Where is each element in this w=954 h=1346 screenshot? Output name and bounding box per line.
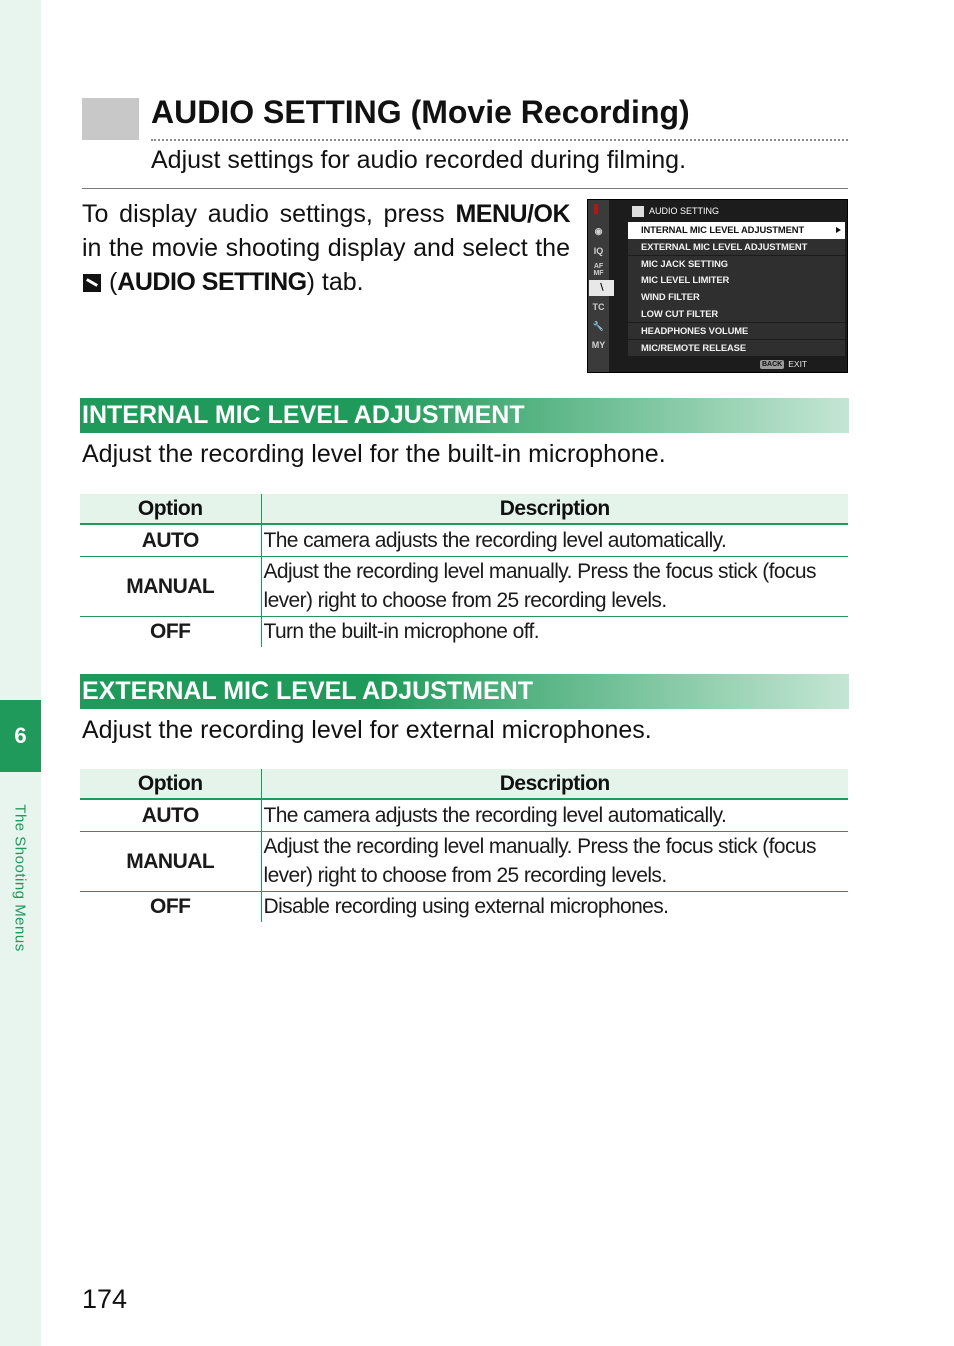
table-header-row — [80, 769, 848, 799]
column-header-option: Option — [80, 494, 261, 524]
camera-menu-item-label: INTERNAL MIC LEVEL ADJUSTMENT — [641, 224, 805, 235]
camera-menu-screen — [587, 199, 848, 373]
camera-menu-footer — [760, 359, 807, 369]
section-description-external-mic: Adjust the recording level for external microphones. — [82, 716, 652, 744]
description-cell: The camera adjusts the recording level automatically. — [261, 799, 848, 831]
camera-menu-item: HEADPHONES VOLUME — [628, 323, 845, 340]
description-cell: The camera adjusts the recording level automatically. — [261, 524, 848, 556]
camera-menu-item: WIND FILTER — [628, 289, 845, 306]
chevron-right-icon — [836, 227, 841, 233]
title-divider — [82, 188, 848, 189]
camera-menu-item: MIC/REMOTE RELEASE — [628, 340, 845, 357]
camera-menu-item — [628, 222, 845, 239]
intro-text-1: To display audio settings, press — [82, 200, 456, 228]
option-cell: OFF — [80, 891, 261, 922]
table-row — [80, 799, 848, 831]
page-title: AUDIO SETTING (Movie Recording) — [151, 94, 690, 130]
movie-camera-icon: ◉ — [594, 226, 603, 236]
intro-paragraph — [82, 197, 570, 299]
column-header-option: Option — [80, 769, 261, 799]
title-marker-box — [82, 98, 139, 140]
audio-tab-icon: ∖ — [589, 280, 614, 296]
page-subtitle: Adjust settings for audio recorded during filming. — [151, 146, 687, 174]
camera-menu-item: EXTERNAL MIC LEVEL ADJUSTMENT — [628, 239, 845, 256]
table-row — [80, 524, 848, 556]
option-cell: AUTO — [80, 799, 261, 831]
section-heading-external-mic: EXTERNAL MIC LEVEL ADJUSTMENT — [80, 674, 849, 709]
wrench-icon: 🔧 — [592, 321, 605, 331]
audio-setting-tab-name: AUDIO SETTING — [117, 268, 307, 296]
chapter-label: The Shooting Menus — [11, 804, 29, 952]
option-cell: MANUAL — [80, 556, 261, 616]
my-menu-icon: MY — [591, 340, 606, 350]
options-table-external-mic — [80, 769, 848, 922]
description-cell: Adjust the recording level manually. Press the focus stick (focus lever) right to choose from 25 recording levels. — [261, 831, 848, 891]
table-header-row — [80, 494, 848, 524]
camera-menu-title: AUDIO SETTING — [649, 206, 720, 216]
image-quality-icon: IQ — [593, 246, 604, 256]
camera-menu-item: MIC JACK SETTING — [628, 256, 845, 273]
section-description-internal-mic: Adjust the recording level for the built-in microphone. — [82, 440, 666, 468]
camera-menu-header — [632, 204, 719, 218]
intro-text-3: ( — [102, 268, 118, 296]
menu-ok-key: MENU/OK — [455, 200, 570, 228]
back-button-icon: BACK — [762, 360, 783, 368]
column-header-description: Description — [261, 769, 848, 799]
camera-menu-item: LOW CUT FILTER — [628, 306, 845, 323]
table-row — [80, 556, 848, 616]
intro-text-4: ) tab. — [306, 268, 364, 296]
description-cell: Disable recording using external microphones. — [263, 895, 669, 919]
option-cell: AUTO — [80, 524, 261, 556]
table-row — [80, 891, 848, 922]
page-number: 174 — [82, 1284, 128, 1314]
column-header-description: Description — [261, 494, 848, 524]
table-row — [80, 831, 848, 891]
chapter-number-tab: 6 — [0, 700, 41, 772]
intro-text-2: in the movie shooting display and select the — [82, 234, 570, 262]
audio-setting-tab-icon — [83, 274, 101, 292]
options-table-internal-mic — [80, 494, 848, 647]
table-row — [80, 616, 848, 647]
camera-menu-item: MIC LEVEL LIMITER — [628, 272, 845, 289]
camera-menu-list — [628, 222, 845, 356]
exit-label: EXIT — [788, 359, 808, 369]
camera-menu-tab-bar — [588, 200, 609, 372]
title-dotted-rule — [151, 139, 848, 141]
record-indicator-icon — [594, 204, 598, 214]
chapter-sidebar — [0, 0, 41, 1346]
audio-setting-icon — [632, 206, 644, 217]
option-cell: OFF — [80, 616, 261, 647]
description-cell: Turn the built-in microphone off. — [263, 620, 540, 644]
timecode-icon: TC — [592, 302, 605, 312]
description-cell: Adjust the recording level manually. Press the focus stick (focus lever) right to choose from 25 recording levels. — [261, 556, 848, 616]
af-mf-icon: AF MF — [593, 263, 604, 277]
option-cell: MANUAL — [80, 831, 261, 891]
section-heading-internal-mic: INTERNAL MIC LEVEL ADJUSTMENT — [80, 398, 849, 433]
